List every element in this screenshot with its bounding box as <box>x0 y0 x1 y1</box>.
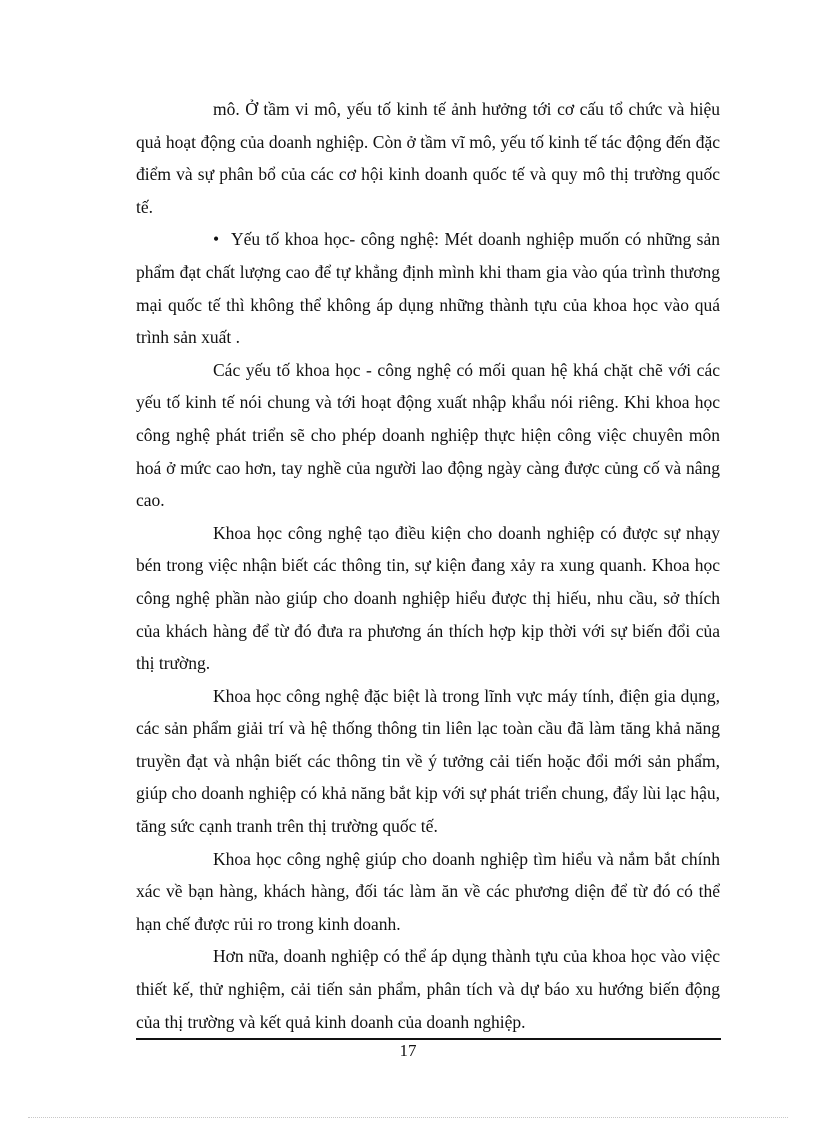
paragraph-tech-partners: Khoa học công nghệ giúp cho doanh nghiệp tìm hiểu và nắm bắt chính xác về bạn hàng, khách hàng, đối tác làm ăn về các phương diện để từ đó có thể hạn chế được rủi ro trong kinh doanh. <box>136 848 720 934</box>
bullet-icon: • <box>213 229 220 250</box>
body-text <box>136 93 720 1038</box>
paragraph-tech-economy: Các yếu tố khoa học - công nghệ có mối quan hệ khá chặt chẽ với các yếu tố kinh tế nói chung và tới hoạt động xuất nhập khẩu nói riêng. Khi khoa học công nghệ phát triển sẽ cho phép doanh nghiệp thực hiện công việc chuyên môn hoá ở mức cao hơn, tay nghề của người lao động ngày càng được củng cố và nâng cao. <box>136 359 720 511</box>
paragraph-tech-information: Khoa học công nghệ tạo điều kiện cho doanh nghiệp có được sự nhạy bén trong việc nhận biết các thông tin, sự kiện đang xảy ra xung quanh. Khoa học công nghệ phần nào giúp cho doanh nghiệp hiểu được thị hiếu, nhu cầu, sở thích của khách hàng để từ đó đưa ra phương án thích hợp kịp thời với sự biến đổi của thị trường. <box>136 522 720 674</box>
bullet-paragraph-technology <box>136 223 720 353</box>
page-bottom-dotted-edge <box>28 1117 788 1118</box>
paragraph-tech-computing: Khoa học công nghệ đặc biệt là trong lĩnh vực máy tính, điện gia dụng, các sản phẩm giải trí và hệ thống thông tin liên lạc toàn cầu đã làm tăng khả năng truyền đạt và nhận biết các thông tin về ý tưởng cải tiến hoặc đổi mới sản phẩm, giúp cho doanh nghiệp có khả năng bắt kịp với sự phát triển chung, đẩy lùi lạc hậu, tăng sức cạnh tranh trên thị trường quốc tế. <box>136 685 720 837</box>
paragraph-tech-forecast: Hơn nữa, doanh nghiệp có thể áp dụng thành tựu của khoa học vào việc thiết kế, thử nghiệm, cải tiến sản phẩm, phân tích và dự báo xu hướng biến động của thị trường và kết quả kinh doanh của doanh nghiệp. <box>136 946 720 1032</box>
page-number: 17 <box>399 1041 417 1060</box>
bullet-paragraph-text: Yếu tố khoa học- công nghệ: Mét doanh nghiệp muốn có những sản phẩm đạt chất lượng cao để tự khẳng định mình khi tham gia vào qúa trình thương mại quốc tế thì không thể không áp dụng những thành tựu của khoa học vào quá trình sản xuất . <box>136 229 720 348</box>
paragraph-continuation: mô. Ở tầm vi mô, yếu tố kinh tế ảnh hưởng tới cơ cấu tổ chức và hiệu quả hoạt động của doanh nghiệp. Còn ở tầm vĩ mô, yếu tố kinh tế tác động đến đặc điểm và sự phân bổ của các cơ hội kinh doanh quốc tế và quy mô thị trường quốc tế. <box>136 99 720 217</box>
